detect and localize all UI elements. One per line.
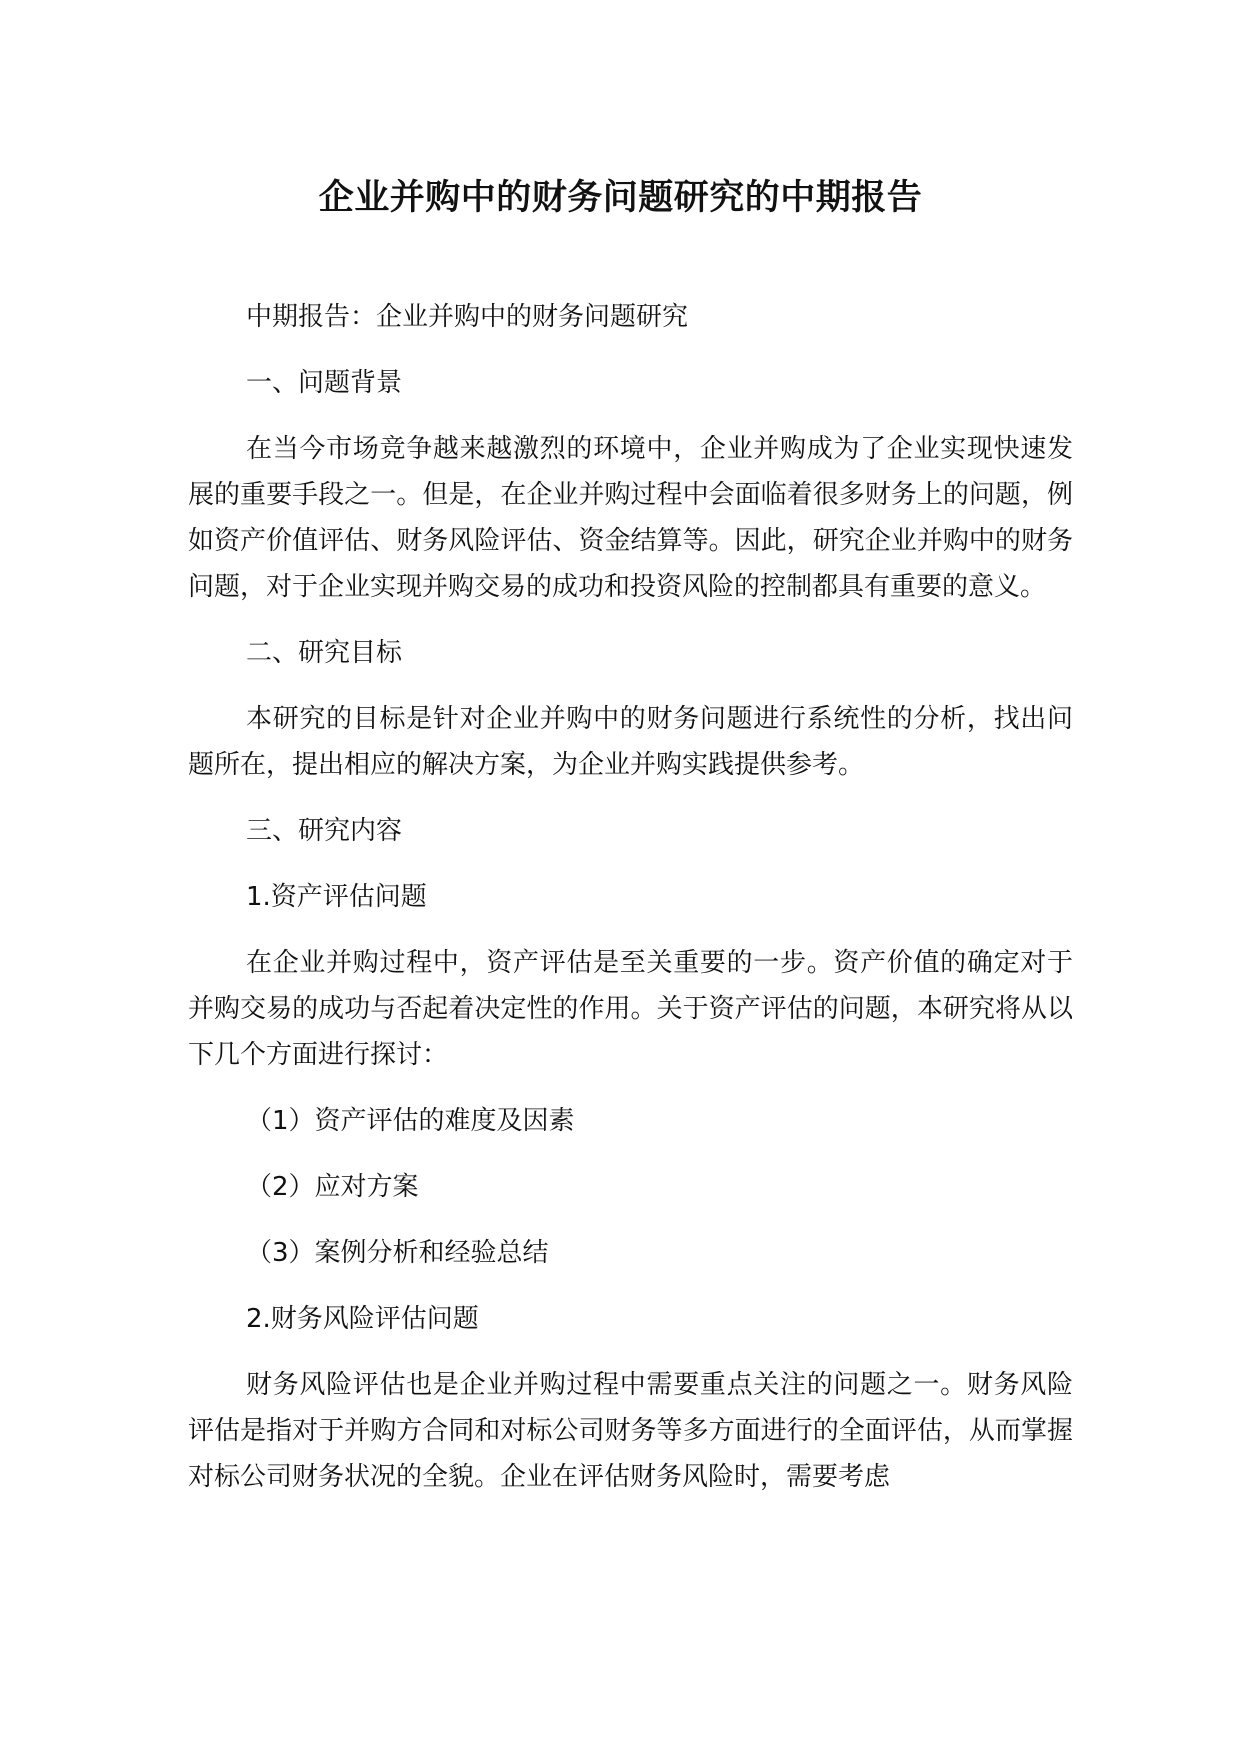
section-heading-content: 三、研究内容 [246, 816, 403, 846]
document-body [188, 294, 1073, 1520]
subsection-heading-asset: 1.资产评估问题 [246, 882, 427, 912]
list-item: （2）应对方案 [246, 1172, 419, 1202]
subsection-heading-risk: 2.财务风险评估问题 [246, 1304, 479, 1334]
section-heading-goal: 二、研究目标 [246, 638, 403, 668]
report-heading: 中期报告：企业并购中的财务问题研究 [246, 302, 689, 332]
list-item: （3）案例分析和经验总结 [246, 1238, 549, 1268]
paragraph-background: 在当今市场竞争越来越激烈的环境中，企业并购成为了企业实现快速发展的重要手段之一。但是，在企业并购过程中会面临着很多财务上的问题，例如资产价值评估、财务风险评估、资金结算等。因此，研究企业并购中的财务问题，对于企业实现并购交易的成功和投资风险的控制都具有重要的意义。 [188, 434, 1073, 602]
paragraph-asset: 在企业并购过程中，资产评估是至关重要的一步。资产价值的确定对于并购交易的成功与否起着决定性的作用。关于资产评估的问题，本研究将从以下几个方面进行探讨： [188, 948, 1073, 1070]
section-heading-background: 一、问题背景 [246, 368, 403, 398]
paragraph-goal: 本研究的目标是针对企业并购中的财务问题进行系统性的分析，找出问题所在，提出相应的解决方案，为企业并购实践提供参考。 [188, 704, 1073, 780]
paragraph-risk: 财务风险评估也是企业并购过程中需要重点关注的问题之一。财务风险评估是指对于并购方合同和对标公司财务等多方面进行的全面评估，从而掌握对标公司财务状况的全貌。企业在评估财务风险时，需要考虑 [188, 1370, 1073, 1492]
document-title: 企业并购中的财务问题研究的中期报告 [318, 178, 923, 218]
list-item: （1）资产评估的难度及因素 [246, 1106, 575, 1136]
